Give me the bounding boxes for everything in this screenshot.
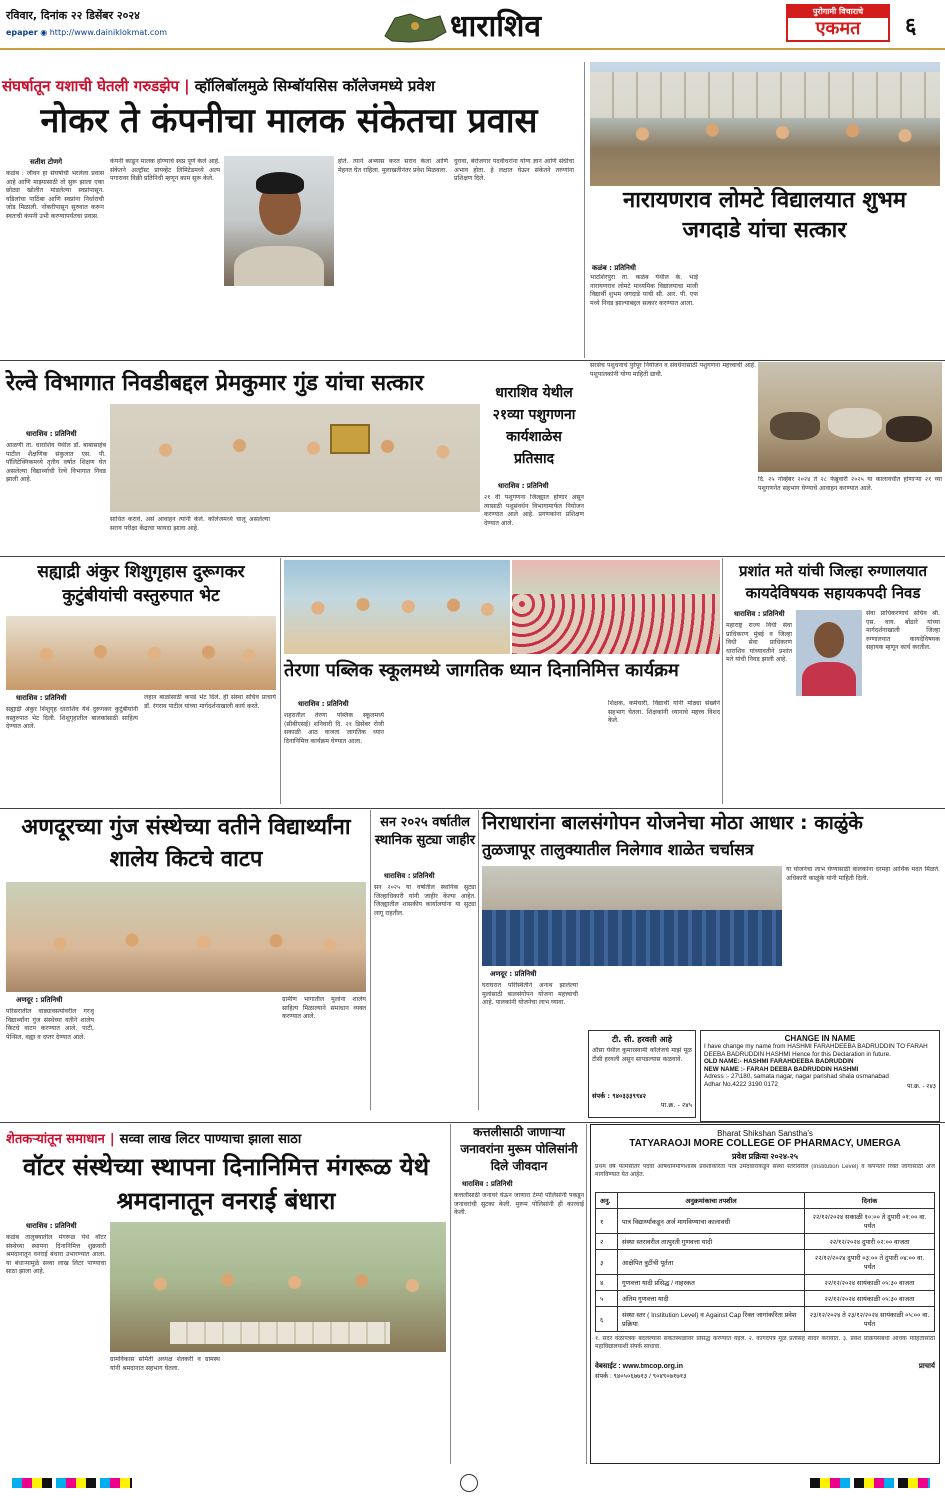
story5-byline: धाराशिव : प्रतिनिधी (16, 694, 67, 702)
story7-headline: प्रशांत मते यांची जिल्हा रुग्णालयात कायदेविषयक सहायकपदी निवड (738, 562, 928, 602)
story2-body: भाटशिरपुरा ता. कळंब येथील के. भाई नारायणराव लोमटे माध्यमिक विद्यालयाचा माजी विद्यार्थी शुभम जगदाडे याची सी. आर. पी. एफ मध्ये निवड झाल्याबद्दल सत्कार करण्यात आला. (590, 274, 698, 307)
story12-body: कत्तलीसाठी जनावरे घेऊन जाणारा टेम्पो पोलिसांनी पकडून जनावरांची सुटका केली. मुरूम पोलिसांनी ही कारवाई केली. (454, 1192, 584, 1217)
story10-subheadline: तुळजापूर तालुक्यातील निलेगाव शाळेत चर्चासत्र (482, 840, 754, 859)
story3-body2: साधित करावे, असे आवाहन त्यांनी केले. कॉलेजमध्ये चालू असलेल्या सराव परीक्षा केंद्राचा फायदा झाला आहे. (110, 516, 270, 532)
table-row (596, 1209, 935, 1234)
story8-body-b (98, 996, 186, 1110)
story12-headline: कत्तलीसाठी जाणाऱ्या जनावरांना मुरूम पोलिसांनी दिले जीवदान (460, 1125, 578, 1173)
table-cell-no: २ (596, 1234, 618, 1250)
page-number: ६ (905, 14, 917, 39)
name-change-heading: CHANGE IN NAME (784, 1034, 856, 1043)
story4-body: २१ वी पशुगणना जिल्ह्यात होणार असून त्यासाठी पशुसंवर्धन विभागामार्फत नियोजन करण्यात आले आहे. प्रगणकांना प्रशिक्षण देण्यात आले. (484, 494, 584, 527)
table-cell-item: गुणवत्ता यादी प्रसिद्ध / नाहरकत (618, 1275, 805, 1291)
story9-headline: सन २०२५ वर्षातील स्थानिक सुट्या जाहीर (374, 815, 476, 848)
brand-logo: एकमत (815, 18, 861, 39)
story6-photo-left (284, 560, 510, 654)
story6-photo-right (512, 560, 720, 654)
color-bar-left (12, 1478, 132, 1488)
table-cell-item: संस्था स्तरावरील तात्पुरती गुणवत्ता यादी (618, 1234, 805, 1250)
story7-body2: सेवा प्राधिकरणाचे सचिव श्री. एस. वाय. बोंढारे यांच्या मार्गदर्शनाखाली जिल्हा रुग्णालयात कायदेविषयक सहायक म्हणून कार्य करतील. (866, 610, 940, 652)
ad-signature: प्राचार्य (918, 1363, 935, 1370)
ad-society: Bharat Shikshan Sanstha's (717, 1129, 813, 1138)
story5-photo (6, 616, 276, 690)
table-cell-date: २२/१२/२०२४ दुपारी ०२:०० वाजता (805, 1234, 935, 1250)
story11-columns (6, 1222, 446, 1462)
story6-body: शहरातील तेरणा पब्लिक स्कूलमध्ये (सीबीएसई) शनिवारी दि. २१ डिसेंबर रोजी सकाळी आठ वाजता जागतिक ध्यान दिनानिमित्त कार्यक्रम घेण्यात आला. (284, 712, 384, 745)
tc-lost-notice (588, 1030, 696, 1118)
tc-notice-contact: संपर्क : ९४०३३३९९४२ (592, 1092, 647, 1100)
table-cell-no: ३ (596, 1250, 618, 1275)
story2-headline-box (592, 186, 937, 254)
story2-body-c (820, 264, 938, 358)
table-cell-item: संस्था स्तर ( Institution Level) व Against Cap रिक्त जागांकरिता प्रवेश प्रक्रिया (618, 1307, 805, 1332)
story1-body-col3: होते. त्याने अभ्यास करत सराव केला आणि मेहनत घेत राहिला. मुलाखतीनंतर प्रवेश मिळवला. (338, 158, 448, 174)
admission-ad (590, 1124, 940, 1464)
name-change-old: OLD NAME:- HASHMI FARAHDEEBA BADRUDDIN (704, 1058, 854, 1066)
name-change-new: NEW NAME :- FARAH DEEBA BADRUDDIN HASHMI (704, 1065, 859, 1073)
ad-contact: संपर्क : ९४०५०६७७१३ / ९०४९०७१७१३ (595, 1373, 687, 1380)
epaper-label: epaper (6, 28, 38, 37)
story7-columns (726, 608, 940, 804)
portrait-shirt (234, 246, 324, 286)
story3-body: आळणी ता. धाराशिव येथील डॉ. बाबासाहेब पाटील शैक्षणिक संकुलात एस. पी. पॉलिटेक्निकमध्ये तृतीय वर्षात शिक्षण घेत असलेल्या विद्यार्थ्याची रेल्वे विभागात निवड झाली आहे. (6, 442, 106, 484)
story11-body-c (338, 1356, 446, 1462)
story10-body-c (682, 970, 782, 1028)
ad-college: TATYARAOJI MORE COLLEGE OF PHARMACY, UMERGA (629, 1138, 901, 1149)
story2-headline: नारायणराव लोमटे विद्यालयात शुभम जगदाडे यांचा सत्कार (622, 188, 907, 243)
name-change-aadhar: Adhar No.4222 3190 0172 (704, 1080, 778, 1088)
story2-body-b (704, 264, 812, 358)
story-kicker-bar: संघर्षातून यशाची घेतली गरुडझेप | व्हॉलिबॉलमुळे सिम्बॉयसिस कॉलेजमध्ये प्रवेश (2, 77, 435, 95)
registration-target-icon (460, 1474, 478, 1492)
name-change-code: पा.क्र. - २४३ (907, 1082, 936, 1090)
table-row (596, 1234, 935, 1250)
story3-photo (110, 404, 480, 512)
header-date: दिनांक (805, 1193, 935, 1209)
story4-cattle-photo (758, 362, 942, 472)
admission-schedule-table (595, 1192, 935, 1332)
masthead (0, 0, 945, 62)
ad-website: वेबसाईट : www.tmcop.org.in (595, 1363, 684, 1370)
story3-columns (6, 404, 480, 552)
name-change-body: I have change my name from HASHMI FARAHDEEBA BADRUDDIN TO FARAH DEEBA BADRUDDIN HASHMI Hence for this Declaration in future. (704, 1043, 928, 1058)
table-cell-item: आक्षेपित त्रुटींची पूर्तता (618, 1250, 805, 1275)
story6-body-c (500, 700, 600, 804)
story11-photo (110, 1222, 446, 1352)
epaper-link[interactable] (6, 28, 167, 37)
story6-headline: तेरणा पब्लिक स्कूलमध्ये जागतिक ध्यान दिनानिमित्त कार्यक्रम (284, 660, 679, 681)
story11-byline: धाराशिव : प्रतिनिधी (26, 1222, 77, 1230)
epaper-url: http://www.dainiklokmat.com (49, 28, 168, 37)
story6-body2: शिक्षक, कर्मचारी, विद्यार्थी यांनी मोठ्या संख्येने सहभाग घेतला. शिक्षकांनी ध्यानाचे महत्त्व विशद केले. (608, 700, 720, 725)
table-cell-date: २२/१२/२०२४ सकाळी १०:०० ते दुपारी ०१:०० वा. पर्यंत (805, 1209, 935, 1234)
brand-tagline: पुरोगामी विचाराचे (788, 6, 888, 18)
story8-body-c (190, 996, 278, 1110)
story1-body-col2: कंपनी काढून मालक होण्याचे स्वप्न पूर्ण केले आहे. संकेतने अल्ट्रॉस्ट प्रायव्हेट लिमिटेडमध्ये अल्प पगारावर विक्री प्रतिनिधी म्हणून काम सुरू केले. (110, 158, 220, 183)
story6-columns (284, 700, 720, 804)
tc-notice-body: औसा येथील कुमारस्वामी कॉलेजचे माझे मूळ टीसी हरवली असून सापडल्यास कळवावे. (592, 1047, 692, 1063)
story6-byline: धाराशिव : प्रतिनिधी (298, 700, 349, 708)
story5-body2: लहान बाळांसाठी कपडे भेट दिले. ही संस्था सचिव प्राचार्य डॉ. रंगराव पाटील यांच्या मार्गदर्शनाखाली कार्य करते. (144, 694, 276, 710)
section-title: धाराशिव (450, 9, 542, 44)
story2-photo (590, 62, 940, 186)
story10-body: घराघरात परिस्थितीने अनाथ झालेल्या मुलांसाठी बालसंगोपन योजना महत्त्वाची आहे. पालकांनी योजनेचा लाभ घ्यावा. (482, 982, 578, 1007)
section-rule (0, 360, 945, 361)
story10-body2: या योजनेचा लाभ घेण्यासाठी बालकांना दरमहा आर्थिक मदत मिळते. अधिकारी काळुंके यांनी माहिती दिली. (786, 866, 940, 882)
story10-body-b (582, 970, 678, 1028)
story6-body-b (392, 700, 492, 804)
story8-byline: अणदूर : प्रतिनिधी (16, 996, 63, 1004)
table-cell-date: २२/१२/२०२४ सायंकाळी ०५:३० वाजता (805, 1275, 935, 1291)
ad-title: प्रवेश प्रक्रिया २०२४-२५ (732, 1152, 798, 1161)
story9-body: सन २०२५ या वर्षातील स्थानिक सुट्या जिल्हाधिकारी यांनी जाहीर केल्या आहेत. जिल्ह्यातील शासकीय कार्यालयांना या सुट्या लागू राहतील. (374, 884, 476, 917)
story3-byline: धाराशिव : प्रतिनिधी (26, 430, 77, 438)
masthead-rule (0, 48, 945, 50)
story1-body-col1: कळंब : जीवन हा संघर्षाची भरलेला प्रवास आहे आणि माझ्यासाठी तो सुरू झाला एका छोट्या खोलीत मांडलेल्या स्वप्नांपासून. वडिलांचा पाठिंबा आणि स्वप्नांना निर्धाराची जोड मिळाली. नोकरीपासून सुरुवात करून स्वतःची कंपनी उभी करण्यापर्यंतचा प्रवास. (6, 170, 104, 220)
story1-portrait-photo (224, 156, 334, 286)
story5-body: सह्याद्री अंकुर शिशुगृह धाराशिव येथे दुरूगकर कुटुंबीयांनी वस्तुरुपात भेट दिली. शिशुगृहातील बालकांसाठी साहित्य देण्यात आले. (6, 706, 138, 731)
story7-body-c (796, 700, 862, 804)
story3-headline: रेल्वे विभागात निवडीबद्दल प्रेमकुमार गुंड यांचा सत्कार (6, 371, 424, 396)
table-cell-no: ५ (596, 1291, 618, 1307)
story2-byline: कळंब : प्रतिनिधी (592, 264, 636, 272)
story11-kicker-bar: शेतकऱ्यांतून समाधान | सव्वा लाख लिटर पाण्याचा झाला साठा (6, 1132, 302, 1147)
story11-body-b (224, 1356, 334, 1462)
story1-columns (6, 150, 576, 360)
color-bar-right (810, 1478, 930, 1488)
table-cell-item: अंतिम गुणवत्ता यादी (618, 1291, 805, 1307)
brand-box (786, 4, 890, 42)
story8-body: परिसरातील वाड्यावस्त्यांवरील गरजू विद्यार्थ्यांना गुंज संस्थेच्या वतीने शालेय किटचे वाटप करण्यात आले. पाटी, पेन्सिल, वह्या व दप्तर देण्यात आले. (6, 1008, 94, 1041)
tc-notice-code: पा.क्र. - २४५ (660, 1101, 692, 1109)
table-row (596, 1250, 935, 1275)
story12-byline: धाराशिव : प्रतिनिधी (462, 1180, 513, 1188)
story7-portrait-photo (796, 610, 862, 696)
story4-body2: सरसेच पशुधनाचे पुरेपूर नियोजन व संवर्धनासाठी पशुगणना महत्त्वाची आहे. पशुपालकांनी योग्य माहिती द्यावी. (590, 362, 756, 378)
story5-columns (6, 694, 276, 802)
table-cell-no: ६ (596, 1307, 618, 1332)
story8-body2: ग्रामीण भागातील मुलांना शालेय साहित्य मिळाल्याने समाधान व्यक्त करण्यात आले. (282, 996, 366, 1021)
story4-byline: धाराशिव : प्रतिनिधी (498, 482, 549, 490)
story11-body: कळंब तालुक्यातील मंगरूळ येथे वॉटर संस्थेच्या स्थापना दिनानिमित्त शुक्रवारी श्रमदानातून वनराई बंधारा उभारण्यात आला. या बंधाऱ्यामुळे सव्वा लाख लिटर पाण्याचा साठा झाला आहे. (6, 1234, 106, 1276)
story1-body-col1-b (6, 290, 220, 358)
globe-icon: ◉ (40, 28, 48, 37)
story1-body-col4: दुरावा, बेरोजगार पदवीधरांना योग्य ज्ञान आणि संधीचा अभाव होता. हे लक्षात घेऊन संकेतने तरुणांना प्रशिक्षण दिले. (454, 158, 574, 183)
tc-notice-heading: टी. सी. हरवली आहे (612, 1035, 672, 1044)
story8-headline: अणदूरच्या गुंज संस्थेच्या वतीने विद्यार्थ्यांना शालेय किटचे वाटप (21, 815, 351, 872)
story7-body: महाराष्ट्र राज्य विधी सेवा प्राधिकरण मुंबई व जिल्हा विधी सेवा प्राधिकरण धाराशिव यांच्यावतीने प्रशांत मते यांची निवड झाली आहे. (726, 622, 792, 664)
story11-body2: ग्रामविकास समिती अध्यक्ष शेतकरी व ग्रामस्थ यांनी श्रमदानात सहभाग घेतला. (110, 1356, 220, 1372)
story11-kicker2: सव्वा लाख लिटर पाण्याचा झाला साठा (119, 1132, 302, 1147)
story10-headline: निराधारांना बालसंगोपन योजनेचा मोठा आधार : काळुंके (482, 812, 863, 834)
story4-body3: दि. २५ नोव्हेंबर २०२४ ते २८ फेब्रुवारी २०२५ या कालावधीत होणाऱ्या २१ व्या पशुगणनेत सहभाग घेण्याचे आवाहन करण्यात आले. (758, 476, 942, 492)
story10-photo (482, 866, 782, 966)
story4-headline: धाराशिव येथील २१व्या पशुगणना कार्यशाळेस प्रतिसाद (492, 385, 576, 467)
name-change-notice (700, 1030, 940, 1122)
table-cell-date: २२/१२/२०२४ सायंकाळी ०५:३० वाजता (805, 1291, 935, 1307)
column-divider (584, 62, 585, 358)
name-change-address: Adress :- 27\180, samata nagar, nagar parishad shala osmanabad (704, 1073, 889, 1081)
story8-columns (6, 996, 366, 1110)
table-cell-date: २२/१२/२०२४ दुपारी ०३:०० ते दुपारी ०४:०० वा. पर्यंत (805, 1250, 935, 1275)
story10-byline: अणदूर : प्रतिनिधी (490, 970, 537, 978)
map-emblem-icon (380, 6, 450, 46)
table-cell-item: पात्र विद्यार्थ्यांकडून अर्ज मागविण्याचा कालावधी (618, 1209, 805, 1234)
story10-columns (482, 970, 782, 1028)
table-row (596, 1291, 935, 1307)
table-row (596, 1275, 935, 1291)
story11-kicker: शेतकऱ्यांतून समाधान (6, 1132, 105, 1147)
table-cell-no: ४ (596, 1275, 618, 1291)
table-cell-no: १ (596, 1209, 618, 1234)
ad-notes: १. सदर वेळापत्रक बदलल्यास संकेतस्थळावर प्रसिद्ध करण्यात येईल. २. कागदपत्रे मूळ प्रतीसह सादर करावीत. ३. प्रवेश प्रक्रियेसंबंधी अधिक माहितीसाठी महाविद्यालयाशी संपर्क साधावा. (595, 1336, 935, 1350)
story1-kicker2: व्हॉलिबॉलमुळे सिम्बॉयसिस कॉलेजमध्ये प्रवेश (194, 77, 435, 95)
story5-headline: सह्याद्री अंकुर शिशुगृहास दुरूगकर कुटुंबीयांची वस्तुरुपात भेट (37, 562, 245, 606)
masthead-date: रविवार, दिनांक २२ डिसेंबर २०२४ (6, 9, 140, 22)
story1-kicker: संघर्षातून यशाची घेतली गरुडझेप (2, 77, 180, 95)
table-row (596, 1307, 935, 1332)
story2-columns (590, 262, 940, 358)
story11-headline: वॉटर संस्थेच्या स्थापना दिनानिमित्त मंगरूळ येथे श्रमदानातून वनराई बंधारा (22, 1153, 430, 1215)
portrait-hair (256, 172, 304, 194)
story9-byline: धाराशिव : प्रतिनिधी (384, 872, 435, 880)
registration-marks-footer (0, 1470, 945, 1501)
story1-headline: नोकर ते कंपनीचा मालक संकेतचा प्रवास (40, 101, 538, 141)
header-no: अनु. (596, 1193, 618, 1209)
story7-byline: धाराशिव : प्रतिनिधी (734, 610, 785, 618)
ad-intro: प्रथम वर्ष फार्मसीतर पदवी औषधनिर्माणशास्त्र प्रवेशाकरिता पात्र उमेदवारांकडून संस्था स्तरावरील (Institution Level) व कॅपनंतर रिक्त जागांसाठी अर्ज मागविण्यात येत आहेत. (595, 1164, 935, 1178)
story3-body3 (274, 516, 480, 552)
story8-photo (6, 882, 366, 992)
header-item: अनुक्रमांकाचा तपशील (618, 1193, 805, 1209)
story1-byline: सतीश टोणगे (30, 158, 63, 166)
table-header-row (596, 1193, 935, 1209)
table-cell-date: २३/१२/२०२४ ते २३/१२/२०२४ सायंकाळी ०५:०० वा. पर्यंत (805, 1307, 935, 1332)
